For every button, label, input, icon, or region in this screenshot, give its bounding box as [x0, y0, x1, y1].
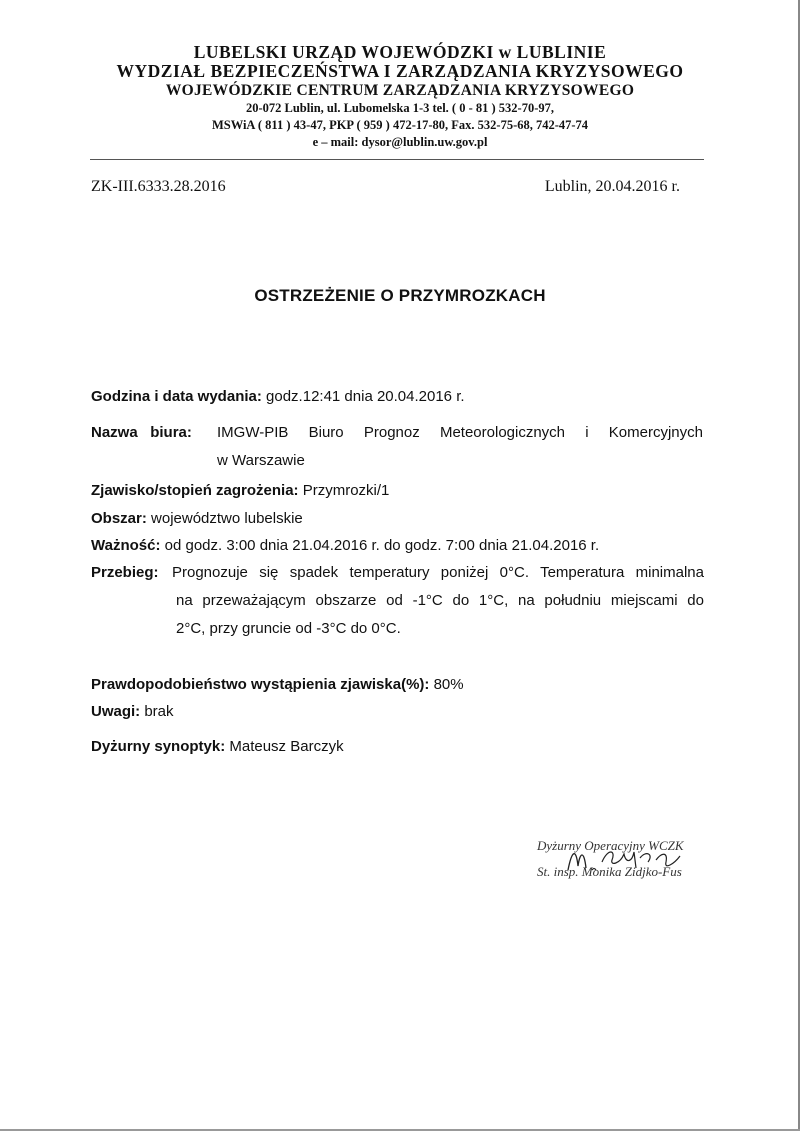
office-label	[91, 424, 192, 441]
forecaster-label: Dyżurny synoptyk:	[91, 738, 226, 755]
letterhead-office: LUBELSKI URZĄD WOJEWÓDZKI w LUBLINIE	[193, 42, 607, 62]
validity-row	[91, 537, 599, 554]
office-word: IMGW-PIB	[217, 424, 289, 441]
office-value-line1	[217, 424, 703, 441]
course-label: Przebieg:	[91, 564, 159, 581]
remarks-label: Uwagi:	[91, 703, 141, 720]
issued-value: godz.12:41 dnia 20.04.2016 r.	[261, 388, 465, 405]
office-word: Komercyjnych	[608, 424, 703, 441]
letterhead-department: WYDZIAŁ BEZPIECZEŃSTWA I ZARZĄDZANIA KRYZYSOWEGO	[116, 61, 684, 81]
validity-value: od godz. 3:00 dnia 21.04.2016 r. do godz. 7:00 dnia 21.04.2016 r.	[160, 537, 600, 554]
course-line3: 2°C, przy gruncie od -3°C do 0°C.	[176, 620, 401, 637]
office-word: i	[585, 424, 589, 441]
letterhead-address: 20-072 Lublin, ul. Lubomelska 1-3 tel. ( 0 - 81 ) 532-70-97,	[245, 101, 554, 115]
issued-row	[91, 388, 465, 405]
area-row	[91, 510, 303, 527]
header-divider	[90, 159, 704, 160]
remarks-value: brak	[140, 703, 174, 720]
forecaster-row	[91, 738, 344, 755]
office-label-word1: Nazwa	[91, 424, 138, 441]
area-value: województwo lubelskie	[146, 510, 303, 527]
office-word: Meteorologicznych	[439, 424, 566, 441]
forecaster-value: Mateusz Barczyk	[225, 738, 344, 755]
office-word: Prognoz	[363, 424, 420, 441]
course-row	[91, 564, 159, 581]
probability-value: 80%	[429, 676, 464, 693]
office-word: Biuro	[308, 424, 344, 441]
course-line2: na przeważającym obszarze od -1°C do 1°C, na południu miejscami do	[176, 592, 704, 609]
office-label-word2: biura:	[150, 424, 192, 441]
probability-row	[91, 676, 464, 693]
letterhead	[80, 42, 720, 151]
course-line1: Prognozuje się spadek temperatury poniżej 0°C. Temperatura minimalna	[172, 564, 704, 581]
remarks-row	[91, 703, 174, 720]
document-title: OSTRZEŻENIE O PRZYMROZKACH	[254, 286, 546, 305]
letterhead-email: e – mail: dysor@lublin.uw.gov.pl	[312, 135, 488, 149]
phenomenon-label: Zjawisko/stopień zagrożenia:	[91, 482, 299, 499]
letterhead-center: WOJEWÓDZKIE CENTRUM ZARZĄDZANIA KRYZYSOWEGO	[165, 82, 635, 99]
area-label: Obszar:	[91, 510, 147, 527]
validity-label: Ważność:	[91, 537, 161, 554]
office-value-line2: w Warszawie	[217, 452, 305, 469]
phenomenon-row	[91, 482, 389, 499]
signature-role: Dyżurny Operacyjny WCZK	[537, 838, 684, 853]
probability-label: Prawdopodobieństwo wystąpienia zjawiska(%):	[91, 676, 430, 693]
reference-number: ZK-III.6333.28.2016	[91, 178, 226, 195]
issued-label: Godzina i data wydania:	[91, 388, 262, 405]
place-date: Lublin, 20.04.2016 r.	[544, 178, 680, 195]
letterhead-phones: MSWiA ( 811 ) 43-47, PKP ( 959 ) 472-17-80, Fax. 532-75-68, 742-47-74	[211, 118, 589, 132]
signature-name: St. insp. Monika Zidjko-Fus	[537, 864, 682, 879]
phenomenon-value: Przymrozki/1	[298, 482, 390, 499]
